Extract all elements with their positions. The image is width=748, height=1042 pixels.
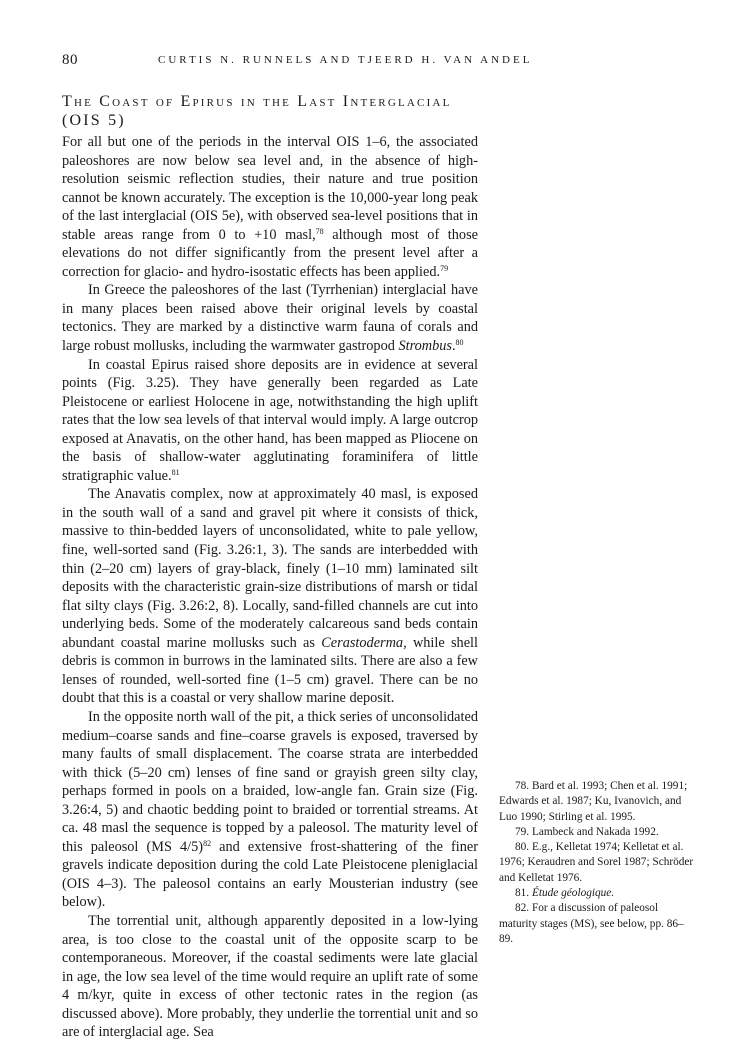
body-text: [62, 133, 478, 1042]
footnotes: [499, 779, 697, 947]
footnote: 80. E.g., Kelletat 1974; Kelletat et al. 1976; Keraudren and Sorel 1987; Schröder and Kelletat 1976.: [499, 841, 694, 884]
paragraph-text: and extensive frost-shattering of the finer gravels indicate deposition during the cold Late Pleistocene pleniglacial (OIS 4–3). The paleosol contains an early Mousterian industry (see below).: [62, 838, 478, 911]
paragraph-text: In coastal Epirus raised shore deposits are in evidence at several points (Fig. 3.25). They have generally been regarded as Late Pleistocene or earliest Holocene in age, notwithstanding the high uplift rates that the low sea levels of that interval would imply. A large outcrop exposed at Anavatis, on the other hand, has been mapped as Pliocene on the basis of shallow-water agglutinating foraminifera of little stratigraphic value.: [62, 356, 478, 484]
footnote: 79. Lambeck and Nakada 1992.: [515, 825, 659, 838]
running-head: CURTIS N. RUNNELS AND TJEERD H. VAN ANDEL: [158, 54, 533, 66]
footnote-ref: 80: [455, 338, 464, 348]
footnote: 78. Bard et al. 1993; Chen et al. 1991; Edwards et al. 1987; Ku, Ivanovich, and Luo 1990; Stirling et al. 1995.: [499, 780, 688, 823]
paragraph-text: The Anavatis complex, now at approximately 40 masl, is exposed in the south wall of a sand and gravel pit where it consists of thick, massive to thin-bedded layers of unconsolidated, white to pale yellow, fine, well-sorted sand (Fig. 3.26:1, 3). The sands are interbedded with thin (2–20 cm) layers of gray-black, finely (1–10 mm) laminated silt deposits with the characteristic grain-size distributions of marsh or tidal flat silty clays (Fig. 3.26:2, 8). Locally, sand-filled channels are cut into underlying beds. Some of the moderately calcareous sand beds contain abundant coastal marine mollusks such as: [62, 486, 478, 651]
footnote-ref: 78: [315, 226, 324, 236]
paragraph: [62, 912, 478, 1042]
footnote: 82. For a discussion of paleosol maturity stages (MS), see below, pp. 86–89.: [499, 902, 684, 945]
footnote-ref: 79: [440, 263, 449, 273]
taxon-name: Cerastoderma,: [321, 634, 407, 651]
paragraph-text: while shell debris is common in burrows in the laminated silts. There are also a few lenses of rounded, well-sorted fine (1–5 cm) gravel. There can be no doubt that this is a coastal or very shallow marine deposit.: [62, 634, 478, 707]
paragraph-text: In the opposite north wall of the pit, a thick series of unconsolidated medium–coarse sands and fine–coarse gravels is exposed, traversed by many faults of small displacement. The coarse strata are interbedded with thick (5–20 cm) lenses of fine sand or grayish green silty clay, perhaps formed in pools on a braided, low-angle fan. Grain size (Fig. 3.26:4, 5) and chaotic bedding point to braided or torrential streams. At ca. 48 masl the sequence is topped by a paleosol. The maturity level of this paleosol (MS 4/5): [62, 708, 478, 855]
paragraph: [62, 281, 478, 355]
page-number: 80: [62, 52, 78, 68]
paragraph-text: In Greece the paleoshores of the last (Tyrrhenian) interglacial have in many places been raised above their original levels by coastal tectonics. They are marked by a distinctive warm fauna of corals and large robust mollusks, including the warmwater gastropod: [62, 282, 478, 355]
footnote: [499, 886, 697, 901]
paragraph-text: although most of those elevations do not differ significantly from the present level after a correction for glacio- and hydro-isostatic effects has been applied.: [62, 226, 478, 280]
footnote-number: 81.: [515, 887, 532, 900]
paragraph-text: For all but one of the periods in the interval OIS 1–6, the associated paleoshores are now below sea level and, in the absence of high-resolution seismic reflection studies, their nature and true position cannot be known accurately. The exception is the 10,000-year long peak of the last interglacial (OIS 5e), with observed sea-level positions that in stable areas range from 0 to +10 masl,: [62, 134, 478, 243]
paragraph: [62, 708, 478, 912]
paragraph: [62, 133, 478, 281]
footnote-title: Étude géologique.: [531, 887, 615, 900]
footnote-ref: 81: [171, 467, 180, 477]
paragraph-text: The torrential unit, although apparently deposited in a low-lying area, is too close to the coastal unit of the opposite scarp to be contemporaneous. Moreover, if the coastal sediments were late glacial in age, the low sea level of the time would require an uplift rate of some 4 m/kyr, quite in excess of other tectonic rates in the region (as discussed above). More probably, they underlie the torrential unit and so are of interglacial age. Sea: [62, 912, 478, 1041]
paragraph: [62, 356, 478, 486]
paragraph-text: .: [451, 338, 456, 355]
taxon-name: Strombus: [398, 338, 452, 355]
section-title: The Coast of Epirus in the Last Interglacial (OIS 5): [62, 93, 452, 129]
footnote-ref: 82: [203, 838, 212, 848]
paragraph: [62, 485, 478, 708]
